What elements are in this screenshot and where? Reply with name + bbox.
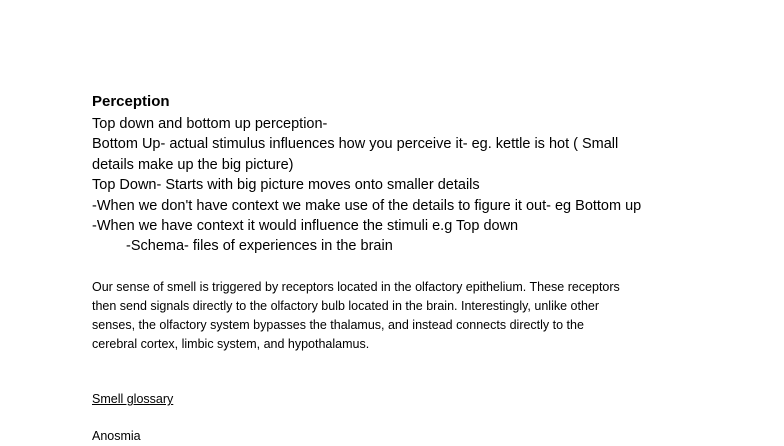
perception-notes — [92, 114, 692, 257]
paragraph-line: then send signals directly to the olfactory bulb located in the brain. Interestingly, unlike other — [92, 299, 600, 313]
glossary-term: Anosmia — [92, 429, 141, 443]
glossary-title: Smell glossary — [92, 392, 174, 406]
section-heading: Perception — [92, 93, 170, 110]
note-line: Top down and bottom up perception- — [92, 116, 328, 132]
paragraph-line: senses, the olfactory system bypasses the thalamus, and instead connects directly to the — [92, 318, 584, 332]
note-line: Bottom Up- actual stimulus influences how you perceive it- eg. kettle is hot ( Small — [92, 136, 619, 153]
note-line: -When we don't have context we make use of the details to figure it out- eg Bottom up — [92, 197, 642, 214]
note-line-indented: -Schema- files of experiences in the brain — [126, 238, 393, 255]
note-line: Top Down- Starts with big picture moves onto smaller details — [92, 177, 480, 194]
note-line: details make up the big picture) — [92, 156, 294, 173]
paragraph-line: cerebral cortex, limbic system, and hypothalamus. — [92, 337, 370, 351]
note-line: -When we have context it would influence the stimuli e.g Top down — [92, 218, 519, 235]
smell-paragraph — [92, 278, 702, 354]
paragraph-line: Our sense of smell is triggered by receptors located in the olfactory epithelium. These receptors — [92, 280, 620, 294]
